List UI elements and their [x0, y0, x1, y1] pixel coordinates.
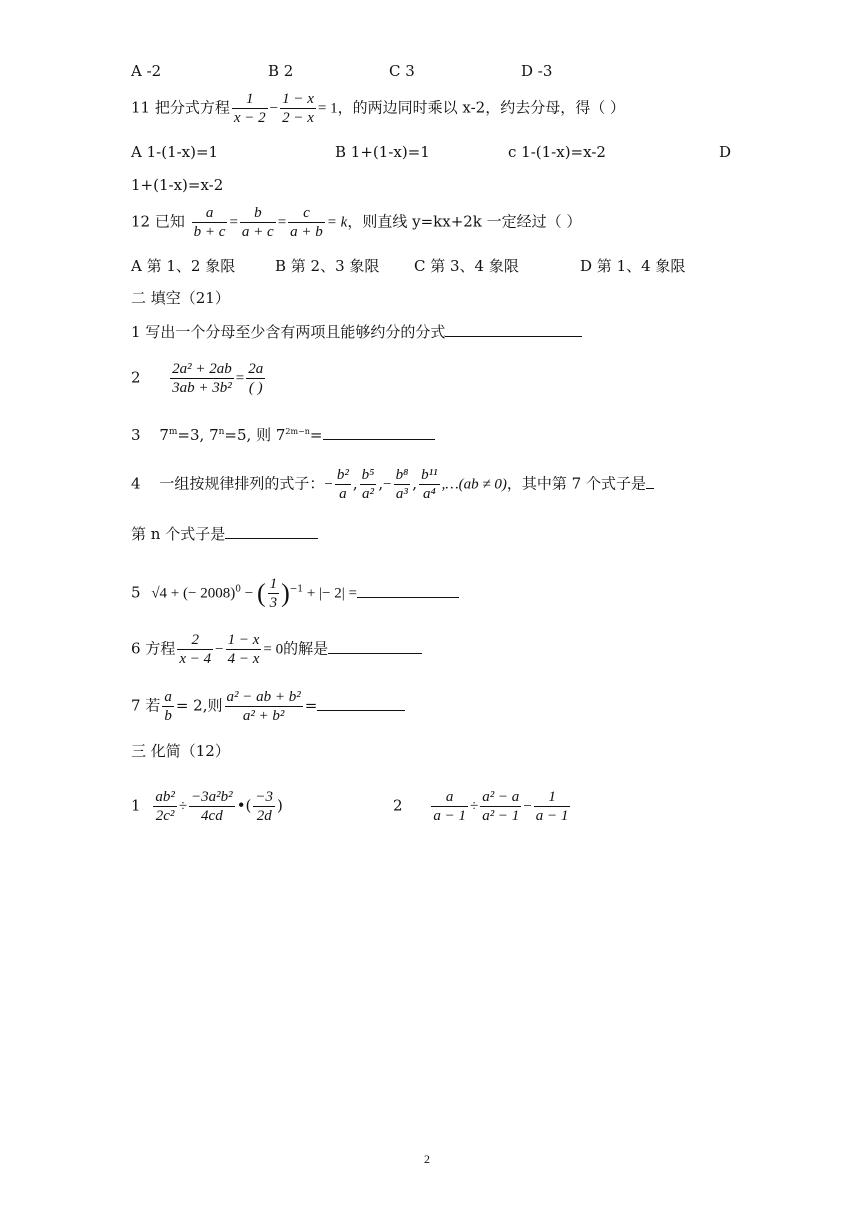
- f5-expr-c: + |− 2| =: [303, 585, 357, 602]
- f4-term1-sign: −: [324, 476, 333, 493]
- f6-prefix: 方程: [145, 639, 176, 658]
- f4-t3-numerator: b⁸: [395, 467, 409, 483]
- f3-exp-m: m: [168, 427, 178, 437]
- q11-option-d: D: [719, 143, 732, 161]
- s1-fraction-1: [153, 788, 177, 825]
- q12-option-a: A 第 1、2 象限: [131, 257, 236, 275]
- section-2-heading: 二 填空（21）: [131, 289, 230, 307]
- fill-question-6: [131, 631, 422, 668]
- f7-f2-denominator: a² + b²: [242, 708, 285, 724]
- q11-f1-numerator: 1: [232, 90, 268, 109]
- fill-question-2: [131, 360, 267, 397]
- f2-equals: =: [235, 370, 245, 387]
- f5-answer-blank[interactable]: [357, 583, 459, 598]
- q12-f3-denominator: a + b: [290, 224, 323, 240]
- q10-option-a: A -2: [131, 62, 162, 80]
- f6-f2-denominator: 4 − x: [227, 651, 260, 667]
- f6-fraction-2: [226, 631, 262, 668]
- f2-rhs-numerator: 2a: [248, 361, 264, 377]
- fill-question-3: [131, 425, 435, 445]
- s2-f1-numerator: a: [431, 788, 468, 807]
- q12-number: 12: [131, 212, 151, 231]
- q12-suffix: ，则直线 y=kx+2k 一定经过（ ）: [347, 212, 582, 231]
- f5-numerator: 1: [269, 576, 278, 592]
- s2-divide: ÷: [469, 798, 479, 815]
- f5-minus: −: [240, 585, 257, 602]
- q12-equals-2: =: [277, 214, 287, 231]
- s2-f1-denominator: a − 1: [433, 808, 466, 824]
- q12-equals-1: =: [229, 214, 238, 231]
- s2-fraction-3: [534, 788, 571, 825]
- f6-f1-denominator: x − 4: [179, 651, 212, 667]
- s1-f1-numerator: ab²: [155, 789, 175, 805]
- q11-option-b: B 1+(1-x)=1: [335, 143, 430, 161]
- q11-fraction-1: [232, 90, 268, 127]
- simplify-question-2: [393, 788, 572, 825]
- simplify-question-1: [131, 788, 283, 825]
- f6-f1-numerator: 2: [177, 631, 213, 650]
- f1-number: 1: [131, 323, 141, 341]
- f7-f2-numerator: a² − ab + b²: [226, 689, 301, 705]
- fill-question-1: [131, 322, 582, 342]
- s2-minus: −: [523, 798, 532, 815]
- f6-number: 6: [131, 639, 141, 658]
- f4-t4-numerator: b¹¹: [421, 467, 438, 483]
- f7-fraction-1: [162, 688, 174, 725]
- f7-mid: = 2,则: [175, 696, 223, 715]
- section-3-heading: 三 化简（12）: [131, 742, 230, 760]
- s1-dot-open: •(: [236, 796, 252, 815]
- f1-answer-blank[interactable]: [445, 322, 582, 337]
- f5-exp-neg-one: −1: [289, 584, 304, 595]
- f5-number: 5: [131, 583, 141, 602]
- f4-t1-numerator: b²: [336, 467, 349, 483]
- q12-option-b: B 第 2、3 象限: [275, 257, 380, 275]
- q11-f2-denominator: 2 − x: [282, 110, 314, 126]
- s2-number: 2: [393, 796, 403, 815]
- f4-t2-numerator: b⁵: [361, 467, 375, 483]
- q11-minus: −: [269, 100, 279, 117]
- f5-fraction: [268, 575, 280, 612]
- f2-rhs-blank-parens[interactable]: ( ): [248, 380, 263, 396]
- q11-option-a: A 1-(1-x)=1: [131, 143, 219, 161]
- f4-t4-denominator: a⁴: [422, 486, 436, 502]
- s1-close: ): [277, 796, 283, 815]
- f3-equals: =: [309, 426, 323, 444]
- f4-term-3: [394, 466, 411, 503]
- f4-answer-blank-7[interactable]: [646, 474, 654, 489]
- s1-f1-denominator: 2c²: [155, 808, 175, 824]
- s1-f3-numerator: −3: [255, 789, 274, 805]
- s2-f2-numerator: a² − a: [482, 789, 520, 805]
- f6-answer-blank[interactable]: [328, 639, 422, 654]
- f3-exp-2m-n: 2m−n: [285, 427, 310, 436]
- q11-option-c: c 1-(1-x)=x-2: [508, 143, 606, 161]
- question-12: [131, 204, 581, 241]
- s2-fraction-1: [431, 788, 468, 825]
- s1-fraction-2: [189, 788, 235, 825]
- f4-term-4: [419, 466, 440, 503]
- fill-question-4-line-2: [131, 524, 318, 544]
- q12-prefix: 已知: [154, 212, 185, 231]
- f4-number: 4: [131, 474, 141, 493]
- f4-line2-text: 第 n 个式子是: [131, 525, 226, 543]
- f2-fraction-right: [246, 360, 265, 397]
- f4-t2-denominator: a²: [361, 486, 374, 502]
- f2-denominator: 3ab + 3b²: [172, 380, 232, 396]
- f4-tail: ,…(ab ≠ 0): [441, 476, 507, 493]
- s2-fraction-2: [480, 788, 521, 825]
- q12-f1-denominator: b + c: [193, 224, 226, 240]
- f3-number: 3: [131, 426, 141, 444]
- q11-f1-denominator: x − 2: [233, 110, 266, 126]
- s1-fraction-3: [253, 788, 275, 825]
- s1-f3-denominator: 2d: [256, 808, 272, 824]
- q12-f2-numerator: b: [240, 204, 276, 223]
- f5-denominator: 3: [269, 595, 278, 611]
- q10-option-b: B 2: [268, 62, 294, 80]
- q12-f2-denominator: a + c: [241, 224, 274, 240]
- s1-number: 1: [131, 796, 141, 815]
- f4-term-1: [335, 466, 351, 503]
- f4-suffix: ，其中第 7 个式子是: [506, 474, 646, 493]
- f7-number: 7: [131, 696, 141, 715]
- f2-numerator: 2a² + 2ab: [172, 361, 232, 377]
- q11-fraction-2: [280, 90, 316, 127]
- q12-option-d: D 第 1、4 象限: [580, 257, 686, 275]
- s2-f2-denominator: a² − 1: [482, 808, 520, 824]
- fill-question-7: [131, 688, 405, 725]
- f6-fraction-1: [177, 631, 213, 668]
- q11-option-d-continued: 1+(1-x)=x-2: [131, 176, 224, 194]
- fill-question-5: 5 √4 + (− 2008)$^0$ − ( $\frac{1}{3}$ )$^{-1}$ + |− 2| =: [131, 575, 459, 612]
- s1-f2-denominator: 4cd: [201, 808, 223, 824]
- q11-rhs: = 1: [317, 100, 338, 117]
- s2-f3-denominator: a − 1: [535, 808, 569, 824]
- f2-fraction-left: [170, 360, 234, 397]
- f1-text: 写出一个分母至少含有两项且能够约分的分式: [145, 323, 446, 341]
- q12-f1-numerator: a: [192, 204, 228, 223]
- fill-question-4: 4 一组按规律排列的式子：− $\frac{\text{b²}}{a}$ , $\frac{\text{b⁵}}{\text{a²}}$ ,− $\frac{\text{b⁸}}{\text{a³}}$ , $\frac{\text{b¹¹}}{\text{a⁴}}$ ,…(ab ≠ 0)，其中第 7 个式子是: [131, 466, 654, 503]
- question-11: [131, 90, 625, 127]
- f3-text-c: =5, 则 7: [224, 426, 286, 444]
- f3-exp-n: n: [218, 427, 225, 437]
- f4-t1-denominator: a: [339, 486, 347, 502]
- f6-suffix: 的解是: [283, 639, 329, 658]
- f4-t3-denominator: a³: [395, 486, 408, 502]
- f2-number: 2: [131, 368, 141, 387]
- q12-fraction-1: [192, 204, 228, 241]
- f6-rhs: = 0: [263, 641, 284, 658]
- f4-term3-sign: −: [383, 476, 392, 493]
- s2-f3-numerator: 1: [534, 788, 571, 807]
- f4-term-2: [360, 466, 377, 503]
- q11-number: 11: [131, 98, 151, 117]
- q10-option-c: C 3: [389, 62, 415, 80]
- q10-option-d: D -3: [521, 62, 553, 80]
- f7-f1-numerator: a: [164, 689, 172, 705]
- f3-answer-blank[interactable]: [323, 425, 435, 440]
- f7-f1-denominator: b: [164, 708, 172, 724]
- f3-text-b: =3, 7: [177, 426, 219, 444]
- f4-prefix: 一组按规律排列的式子：: [159, 474, 325, 493]
- f7-answer-blank[interactable]: [317, 696, 405, 711]
- f7-equals: =: [304, 696, 318, 715]
- f3-base-1: 7: [159, 426, 169, 444]
- q12-fraction-2: [240, 204, 276, 241]
- s1-divide: ÷: [178, 798, 188, 815]
- page-number: 2: [424, 1152, 430, 1166]
- f7-fraction-2: [225, 688, 303, 725]
- q12-fraction-3: [288, 204, 325, 241]
- f6-f2-numerator: 1 − x: [227, 632, 260, 648]
- q12-f3-numerator: c: [288, 204, 325, 223]
- f5-expr-a: √4 + (− 2008): [151, 585, 236, 602]
- f5-exp-zero: 0: [235, 584, 241, 595]
- f4-answer-blank-n[interactable]: [225, 524, 318, 539]
- q12-k: = k: [326, 214, 348, 231]
- q11-f2-numerator: 1 − x: [282, 91, 314, 107]
- q11-prefix: 把分式方程: [154, 98, 230, 117]
- f7-prefix: 若: [145, 696, 161, 715]
- s1-f2-numerator: −3a²b²: [191, 789, 233, 805]
- q12-option-c: C 第 3、4 象限: [414, 257, 519, 275]
- f6-minus: −: [215, 641, 224, 658]
- q11-suffix: ，的两边同时乘以 x-2，约去分母，得（ ）: [337, 98, 625, 117]
